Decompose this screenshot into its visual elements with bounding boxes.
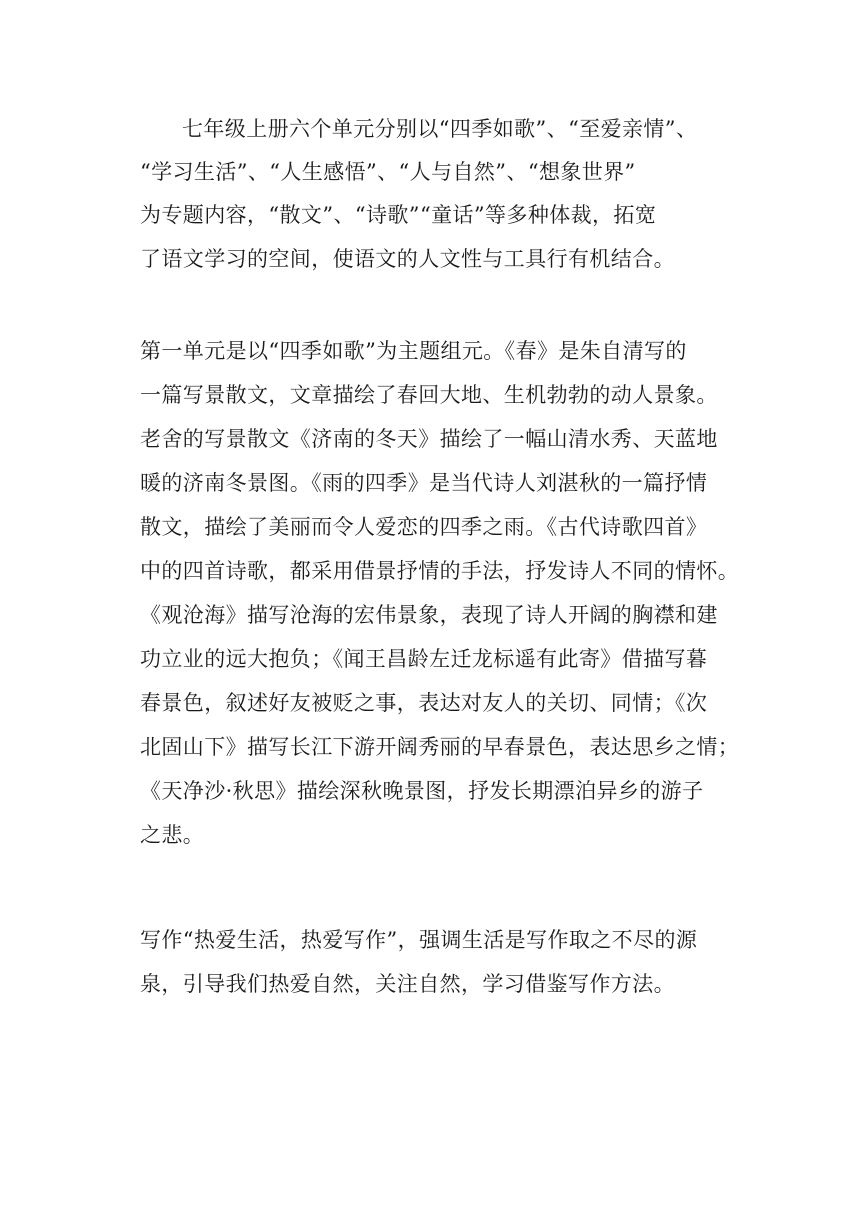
text-line: 中的四首诗歌，都采用借景抒情的手法，抒发诗人不同的情怀。 xyxy=(140,559,740,583)
text-line: 了语文学习的空间，使语文的人文性与工具行有机结合。 xyxy=(140,247,675,271)
text-line: 散文，描绘了美丽而令人爱恋的四季之雨。《古代诗歌四首》 xyxy=(140,515,708,539)
text-line: 北固山下》描写长江下游开阔秀丽的早春景色，表达思乡之情； xyxy=(140,735,740,759)
text-line: 一篇写景散文，文章描绘了春回大地、生机勃勃的动人景象。 xyxy=(140,383,718,407)
text-line: 写作“热爱生活，热爱写作”，强调生活是写作取之不尽的源 xyxy=(140,928,698,952)
text-line: 七年级上册六个单元分别以“四季如歌”、“至爱亲情”、 xyxy=(182,117,698,141)
text-line: 为专题内容，“散文”、“诗歌”“童话”等多种体裁，拓宽 xyxy=(140,203,657,227)
text-line: 老舍的写景散文《济南的冬天》描绘了一幅山清水秀、天蓝地 xyxy=(140,427,718,451)
text-line: 《天净沙·秋思》描绘深秋晚景图，抒发长期漂泊异乡的游子 xyxy=(140,779,704,803)
text-line: 春景色，叙述好友被贬之事，表达对友人的关切、同情；《次 xyxy=(140,691,708,715)
text-line: 泉，引导我们热爱自然，关注自然，学习借鉴写作方法。 xyxy=(140,972,675,996)
text-line: 《观沧海》描写沧海的宏伟景象，表现了诗人开阔的胸襟和建 xyxy=(140,603,718,627)
text-line: 第一单元是以“四季如歌”为主题组元。《春》是朱自清写的 xyxy=(140,339,687,363)
text-line: 暖的济南冬景图。《雨的四季》是当代诗人刘湛秋的一篇抒情 xyxy=(140,471,708,495)
text-line: “学习生活”、“人生感悟”、“人与自然”、“想象世界” xyxy=(140,160,636,184)
text-line: 之悲。 xyxy=(140,823,205,847)
text-line: 功立业的远大抱负；《闻王昌龄左迁龙标遥有此寄》借描写暮 xyxy=(140,647,708,671)
